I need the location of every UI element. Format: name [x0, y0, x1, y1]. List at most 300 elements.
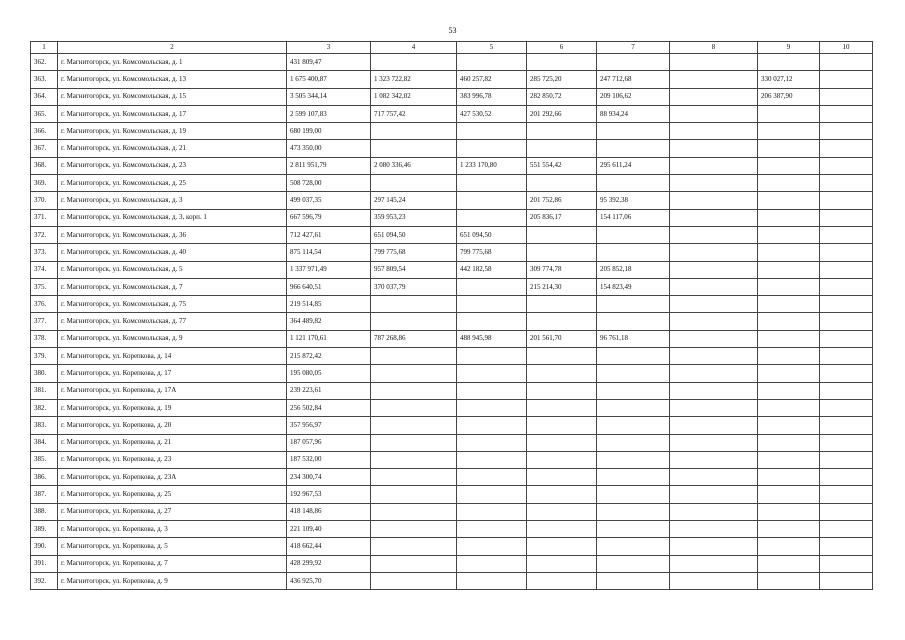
col-10-value [820, 434, 873, 451]
address: г. Магнитогорск, ул. Корепкова, д. 23А [58, 469, 287, 486]
col-4-value: 957 809,54 [371, 261, 457, 278]
col-6-value [527, 348, 597, 365]
col-10-value [820, 417, 873, 434]
row-number: 381. [31, 382, 58, 399]
table-row [31, 175, 873, 192]
row-number: 388. [31, 503, 58, 520]
table-row [31, 71, 873, 88]
col-8-value [670, 348, 758, 365]
col-6-value [527, 382, 597, 399]
address: г. Магнитогорск, ул. Комсомольская, д. 23 [58, 157, 287, 174]
col-10-value [820, 451, 873, 468]
col-5-value [457, 451, 527, 468]
col-10-value [820, 123, 873, 140]
col-7-value [597, 417, 670, 434]
col-10-value [820, 503, 873, 520]
col-10-value [820, 538, 873, 555]
col-4-value: 787 268,86 [371, 330, 457, 347]
row-number: 370. [31, 192, 58, 209]
column-header-9: 9 [758, 42, 820, 54]
col-9-value [758, 469, 820, 486]
col-7-value [597, 348, 670, 365]
col-7-value [597, 54, 670, 71]
col-3-value: 436 925,70 [287, 572, 371, 589]
col-7-value: 205 852,18 [597, 261, 670, 278]
col-6-value [527, 54, 597, 71]
col-7-value [597, 399, 670, 416]
col-9-value [758, 140, 820, 157]
col-8-value [670, 278, 758, 295]
col-8-value [670, 330, 758, 347]
col-5-value: 651 094,50 [457, 226, 527, 243]
page-number: 53 [448, 26, 457, 35]
col-10-value [820, 140, 873, 157]
col-3-value: 256 502,84 [287, 399, 371, 416]
col-6-value [527, 538, 597, 555]
col-6-value [527, 503, 597, 520]
col-3-value: 239 223,61 [287, 382, 371, 399]
col-10-value [820, 54, 873, 71]
col-7-value [597, 365, 670, 382]
address: г. Магнитогорск, ул. Корепкова, д. 21 [58, 434, 287, 451]
col-10-value [820, 244, 873, 261]
row-number: 367. [31, 140, 58, 157]
col-8-value [670, 572, 758, 589]
col-3-value: 712 427,61 [287, 226, 371, 243]
col-10-value [820, 105, 873, 122]
col-3-value: 875 114,54 [287, 244, 371, 261]
col-3-value: 499 037,35 [287, 192, 371, 209]
col-10-value [820, 88, 873, 105]
address: г. Магнитогорск, ул. Комсомольская, д. 19 [58, 123, 287, 140]
col-8-value [670, 209, 758, 226]
col-10-value [820, 348, 873, 365]
col-10-value [820, 399, 873, 416]
table-row [31, 469, 873, 486]
col-9-value [758, 209, 820, 226]
table-row [31, 296, 873, 313]
col-5-value: 488 945,98 [457, 330, 527, 347]
col-7-value: 154 117,06 [597, 209, 670, 226]
col-4-value: 2 080 336,46 [371, 157, 457, 174]
address: г. Магнитогорск, ул. Корепкова, д. 14 [58, 348, 287, 365]
col-3-value: 187 057,96 [287, 434, 371, 451]
col-5-value [457, 209, 527, 226]
col-10-value [820, 261, 873, 278]
col-4-value: 370 037,79 [371, 278, 457, 295]
header-row [31, 42, 873, 54]
col-6-value: 282 850,72 [527, 88, 597, 105]
col-6-value [527, 417, 597, 434]
col-8-value [670, 521, 758, 538]
col-3-value: 234 300,74 [287, 469, 371, 486]
col-5-value [457, 555, 527, 572]
col-9-value [758, 296, 820, 313]
col-4-value: 799 775,68 [371, 244, 457, 261]
col-7-value: 154 823,49 [597, 278, 670, 295]
col-10-value [820, 313, 873, 330]
col-8-value [670, 261, 758, 278]
col-9-value [758, 399, 820, 416]
col-5-value [457, 140, 527, 157]
col-8-value [670, 88, 758, 105]
row-number: 386. [31, 469, 58, 486]
col-4-value [371, 123, 457, 140]
row-number: 373. [31, 244, 58, 261]
table-row [31, 192, 873, 209]
col-8-value [670, 105, 758, 122]
col-9-value [758, 348, 820, 365]
col-8-value [670, 140, 758, 157]
col-5-value [457, 313, 527, 330]
col-6-value [527, 521, 597, 538]
col-9-value [758, 192, 820, 209]
col-8-value [670, 157, 758, 174]
table-row [31, 555, 873, 572]
col-9-value [758, 503, 820, 520]
address: г. Магнитогорск, ул. Корепкова, д. 19 [58, 399, 287, 416]
col-6-value [527, 296, 597, 313]
col-8-value [670, 399, 758, 416]
col-9-value [758, 451, 820, 468]
col-7-value: 96 761,18 [597, 330, 670, 347]
col-4-value [371, 296, 457, 313]
col-3-value: 418 148,86 [287, 503, 371, 520]
col-4-value [371, 538, 457, 555]
table-row [31, 486, 873, 503]
row-number: 374. [31, 261, 58, 278]
col-5-value: 442 182,58 [457, 261, 527, 278]
col-6-value: 215 214,30 [527, 278, 597, 295]
address: г. Магнитогорск, ул. Корепкова, д. 17 [58, 365, 287, 382]
col-4-value [371, 175, 457, 192]
table-row [31, 330, 873, 347]
address: г. Магнитогорск, ул. Комсомольская, д. 5 [58, 261, 287, 278]
table-row [31, 140, 873, 157]
table-row [31, 313, 873, 330]
col-6-value [527, 451, 597, 468]
col-7-value: 247 712,68 [597, 71, 670, 88]
col-6-value [527, 555, 597, 572]
column-header-6: 6 [527, 42, 597, 54]
col-5-value [457, 175, 527, 192]
table-row [31, 261, 873, 278]
col-5-value [457, 417, 527, 434]
table-row [31, 54, 873, 71]
col-4-value [371, 54, 457, 71]
col-7-value [597, 140, 670, 157]
address: г. Магнитогорск, ул. Комсомольская, д. 25 [58, 175, 287, 192]
col-6-value [527, 365, 597, 382]
col-6-value [527, 175, 597, 192]
col-8-value [670, 434, 758, 451]
address: г. Магнитогорск, ул. Комсомольская, д. 3, корп. 1 [58, 209, 287, 226]
col-8-value [670, 382, 758, 399]
col-5-value: 383 996,78 [457, 88, 527, 105]
col-6-value [527, 313, 597, 330]
col-7-value [597, 451, 670, 468]
address: г. Магнитогорск, ул. Комсомольская, д. 40 [58, 244, 287, 261]
col-10-value [820, 486, 873, 503]
row-number: 390. [31, 538, 58, 555]
address: г. Магнитогорск, ул. Комсомольская, д. 17 [58, 105, 287, 122]
col-5-value [457, 399, 527, 416]
row-number: 362. [31, 54, 58, 71]
col-7-value [597, 175, 670, 192]
col-7-value [597, 486, 670, 503]
col-8-value [670, 451, 758, 468]
table-row [31, 382, 873, 399]
column-header-7: 7 [597, 42, 670, 54]
column-header-10: 10 [820, 42, 873, 54]
col-4-value [371, 469, 457, 486]
register-table [30, 41, 873, 590]
col-6-value: 201 292,66 [527, 105, 597, 122]
col-5-value [457, 538, 527, 555]
row-number: 376. [31, 296, 58, 313]
col-5-value [457, 572, 527, 589]
address: г. Магнитогорск, ул. Корепкова, д. 9 [58, 572, 287, 589]
col-6-value: 309 774,78 [527, 261, 597, 278]
row-number: 385. [31, 451, 58, 468]
col-7-value: 95 392,38 [597, 192, 670, 209]
row-number: 387. [31, 486, 58, 503]
col-4-value [371, 521, 457, 538]
col-3-value: 192 967,53 [287, 486, 371, 503]
col-8-value [670, 469, 758, 486]
col-6-value [527, 226, 597, 243]
col-4-value [371, 572, 457, 589]
col-9-value [758, 521, 820, 538]
row-number: 389. [31, 521, 58, 538]
table-row [31, 538, 873, 555]
col-9-value [758, 157, 820, 174]
col-10-value [820, 572, 873, 589]
col-3-value: 3 505 344,14 [287, 88, 371, 105]
col-9-value [758, 486, 820, 503]
row-number: 379. [31, 348, 58, 365]
col-9-value: 206 387,90 [758, 88, 820, 105]
table-row [31, 348, 873, 365]
col-9-value [758, 382, 820, 399]
col-10-value [820, 175, 873, 192]
col-4-value: 297 145,24 [371, 192, 457, 209]
address: г. Магнитогорск, ул. Комсомольская, д. 13 [58, 71, 287, 88]
address: г. Магнитогорск, ул. Корепкова, д. 27 [58, 503, 287, 520]
row-number: 378. [31, 330, 58, 347]
col-3-value: 219 514,85 [287, 296, 371, 313]
table-row [31, 572, 873, 589]
col-6-value: 551 554,42 [527, 157, 597, 174]
col-6-value [527, 486, 597, 503]
col-10-value [820, 209, 873, 226]
col-3-value: 680 199,00 [287, 123, 371, 140]
col-4-value [371, 365, 457, 382]
col-9-value [758, 244, 820, 261]
col-4-value [371, 399, 457, 416]
col-6-value: 201 561,70 [527, 330, 597, 347]
address: г. Магнитогорск, ул. Комсомольская, д. 9 [58, 330, 287, 347]
col-8-value [670, 192, 758, 209]
col-3-value: 428 299,92 [287, 555, 371, 572]
row-number: 368. [31, 157, 58, 174]
col-5-value [457, 521, 527, 538]
table-row [31, 278, 873, 295]
table-row [31, 417, 873, 434]
table-row [31, 399, 873, 416]
col-9-value [758, 175, 820, 192]
col-7-value [597, 382, 670, 399]
column-header-4: 4 [371, 42, 457, 54]
col-3-value: 2 811 951,79 [287, 157, 371, 174]
table-row [31, 226, 873, 243]
col-3-value: 1 121 170,61 [287, 330, 371, 347]
col-3-value: 508 728,00 [287, 175, 371, 192]
col-3-value: 215 872,42 [287, 348, 371, 365]
address: г. Магнитогорск, ул. Комсомольская, д. 7 [58, 278, 287, 295]
col-5-value [457, 434, 527, 451]
col-3-value: 2 599 107,83 [287, 105, 371, 122]
col-5-value [457, 54, 527, 71]
col-6-value [527, 469, 597, 486]
col-7-value [597, 244, 670, 261]
address: г. Магнитогорск, ул. Комсомольская, д. 3 [58, 192, 287, 209]
row-number: 383. [31, 417, 58, 434]
address: г. Магнитогорск, ул. Корепкова, д. 20 [58, 417, 287, 434]
col-5-value [457, 382, 527, 399]
col-9-value [758, 417, 820, 434]
col-4-value [371, 434, 457, 451]
col-4-value: 651 094,50 [371, 226, 457, 243]
col-5-value [457, 365, 527, 382]
col-9-value [758, 261, 820, 278]
address: г. Магнитогорск, ул. Комсомольская, д. 21 [58, 140, 287, 157]
col-8-value [670, 313, 758, 330]
col-8-value [670, 175, 758, 192]
table-row [31, 365, 873, 382]
table-row [31, 157, 873, 174]
row-number: 369. [31, 175, 58, 192]
column-header-2: 2 [58, 42, 287, 54]
col-5-value: 1 233 170,80 [457, 157, 527, 174]
column-header-5: 5 [457, 42, 527, 54]
col-9-value [758, 278, 820, 295]
col-5-value [457, 348, 527, 365]
table-row [31, 88, 873, 105]
col-6-value: 205 836,17 [527, 209, 597, 226]
row-number: 366. [31, 123, 58, 140]
table-row [31, 123, 873, 140]
table-row [31, 503, 873, 520]
table-row [31, 105, 873, 122]
address: г. Магнитогорск, ул. Корепкова, д. 7 [58, 555, 287, 572]
col-5-value [457, 503, 527, 520]
col-3-value: 667 596,79 [287, 209, 371, 226]
col-10-value [820, 71, 873, 88]
col-7-value [597, 434, 670, 451]
address: г. Магнитогорск, ул. Корепкова, д. 3 [58, 521, 287, 538]
col-3-value: 431 809,47 [287, 54, 371, 71]
col-4-value: 359 953,23 [371, 209, 457, 226]
address: г. Магнитогорск, ул. Комсомольская, д. 77 [58, 313, 287, 330]
col-3-value: 187 532,00 [287, 451, 371, 468]
col-10-value [820, 555, 873, 572]
col-10-value [820, 382, 873, 399]
address: г. Магнитогорск, ул. Корепкова, д. 17А [58, 382, 287, 399]
col-8-value [670, 296, 758, 313]
table-row [31, 244, 873, 261]
col-8-value [670, 226, 758, 243]
col-6-value [527, 572, 597, 589]
col-9-value [758, 330, 820, 347]
col-10-value [820, 278, 873, 295]
col-4-value: 1 323 722,82 [371, 71, 457, 88]
row-number: 365. [31, 105, 58, 122]
col-6-value [527, 123, 597, 140]
table-row [31, 451, 873, 468]
column-header-1: 1 [31, 42, 58, 54]
column-header-3: 3 [287, 42, 371, 54]
col-8-value [670, 503, 758, 520]
col-4-value [371, 140, 457, 157]
col-10-value [820, 330, 873, 347]
row-number: 377. [31, 313, 58, 330]
col-7-value [597, 313, 670, 330]
address: г. Магнитогорск, ул. Комсомольская, д. 75 [58, 296, 287, 313]
col-8-value [670, 365, 758, 382]
col-8-value [670, 123, 758, 140]
col-7-value [597, 469, 670, 486]
col-8-value [670, 555, 758, 572]
col-4-value [371, 555, 457, 572]
col-7-value: 88 934,24 [597, 105, 670, 122]
row-number: 375. [31, 278, 58, 295]
col-7-value: 295 611,24 [597, 157, 670, 174]
col-7-value [597, 555, 670, 572]
col-3-value: 195 080,05 [287, 365, 371, 382]
col-6-value [527, 399, 597, 416]
col-3-value: 364 489,82 [287, 313, 371, 330]
table-row [31, 434, 873, 451]
col-4-value [371, 503, 457, 520]
col-3-value: 221 109,40 [287, 521, 371, 538]
col-10-value [820, 469, 873, 486]
col-6-value [527, 244, 597, 261]
col-4-value [371, 313, 457, 330]
col-6-value [527, 434, 597, 451]
col-7-value [597, 296, 670, 313]
col-7-value [597, 538, 670, 555]
col-8-value [670, 54, 758, 71]
col-4-value [371, 451, 457, 468]
col-3-value: 1 675 400,87 [287, 71, 371, 88]
col-4-value [371, 348, 457, 365]
col-9-value [758, 313, 820, 330]
col-7-value [597, 503, 670, 520]
col-10-value [820, 365, 873, 382]
col-9-value [758, 538, 820, 555]
col-5-value: 427 530,52 [457, 105, 527, 122]
row-number: 380. [31, 365, 58, 382]
col-10-value [820, 521, 873, 538]
address: г. Магнитогорск, ул. Корепкова, д. 25 [58, 486, 287, 503]
col-7-value [597, 123, 670, 140]
col-6-value: 285 725,20 [527, 71, 597, 88]
col-5-value [457, 486, 527, 503]
col-8-value [670, 486, 758, 503]
column-header-8: 8 [670, 42, 758, 54]
table-row [31, 521, 873, 538]
